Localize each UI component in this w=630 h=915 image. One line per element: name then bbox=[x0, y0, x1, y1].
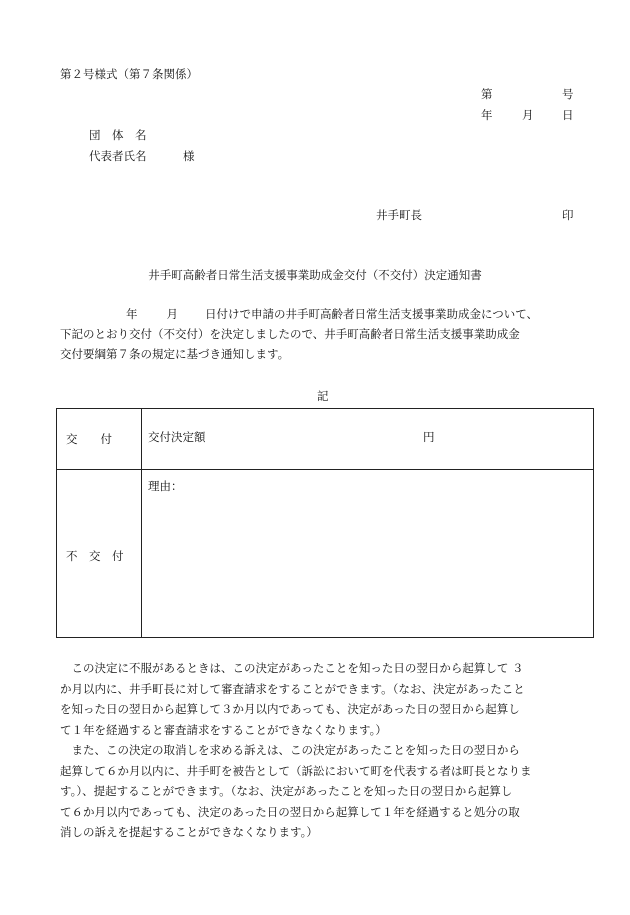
date-year: 年 bbox=[481, 108, 493, 122]
notice-paragraph bbox=[60, 658, 588, 843]
notice-line: す。）、提起することができます。（なお、決定があったことを知った日の翌日から起算し bbox=[60, 784, 513, 798]
grant-amount-cell bbox=[142, 409, 594, 470]
notice-line: 消しの訴えを提起することができなくなります。） bbox=[60, 825, 318, 839]
notice-line: 起算して６か月以内に、井手町を被告として（訴訟において町を代表する者は町長となりま bbox=[60, 763, 532, 778]
body-year: 年 bbox=[126, 307, 138, 321]
body-line-3: 交付要綱第７条の規定に基づき通知します。 bbox=[60, 347, 290, 361]
date-day: 日 bbox=[562, 108, 574, 122]
notice-line: て６か月以内であっても、決定のあった日の翌日から起算して１年を経過すると処分の取 bbox=[60, 804, 520, 819]
notice-line: か月以内に、井手町長に対して審査請求をすることができます。（なお、決定があったこと bbox=[60, 681, 525, 696]
grant-label: 交 付 bbox=[66, 432, 112, 446]
doc-number-prefix: 第 bbox=[481, 87, 493, 101]
nongrant-label: 不 交 付 bbox=[66, 548, 124, 563]
nongrant-label-cell bbox=[57, 470, 142, 638]
date-month: 月 bbox=[522, 108, 534, 122]
grant-yen-unit: 円 bbox=[423, 430, 435, 444]
grant-amount-label: 交付決定額 bbox=[148, 430, 206, 444]
recipient-honorific: 様 bbox=[183, 149, 195, 163]
grant-label-cell bbox=[57, 409, 142, 470]
issuer-title: 井手町長 bbox=[376, 208, 422, 222]
form-number: 第２号様式（第７条関係） bbox=[60, 67, 198, 81]
document-title: 井手町高齢者日常生活支援事業助成金交付（不交付）決定通知書 bbox=[148, 268, 482, 282]
body-line-1 bbox=[60, 304, 588, 324]
notice-line: この決定に不服があるときは、この決定があったことを知った日の翌日から起算して ３ bbox=[60, 661, 524, 675]
recipient-representative: 代表者氏名 bbox=[89, 149, 147, 163]
body-line-2: 下記のとおり交付（不交付）を決定しましたので、井手町高齢者日常生活支援事業助成金 bbox=[60, 327, 520, 341]
reason-label: 理由： bbox=[148, 479, 183, 493]
body-month: 月 bbox=[166, 307, 178, 321]
notice-line: また、この決定の取消しを求める訴えは、この決定があったことを知った日の翌日から bbox=[60, 743, 520, 757]
ki-heading: 記 bbox=[317, 389, 329, 403]
recipient-group-name: 団 体 名 bbox=[89, 128, 147, 142]
decision-table bbox=[56, 408, 594, 638]
doc-number-suffix: 号 bbox=[562, 87, 574, 101]
reason-cell bbox=[142, 470, 594, 638]
body-line-1-text: 日付けで申請の井手町高齢者日常生活支援事業助成金について、 bbox=[205, 307, 539, 321]
issuer-seal: 印 bbox=[562, 208, 574, 222]
notice-line: を知った日の翌日から起算して３か月以内であっても、決定があった日の翌日から起算し bbox=[60, 702, 520, 716]
body-paragraph bbox=[60, 304, 588, 364]
notice-line: て１年を経過すると審査請求をすることができなくなります。） bbox=[60, 722, 387, 737]
